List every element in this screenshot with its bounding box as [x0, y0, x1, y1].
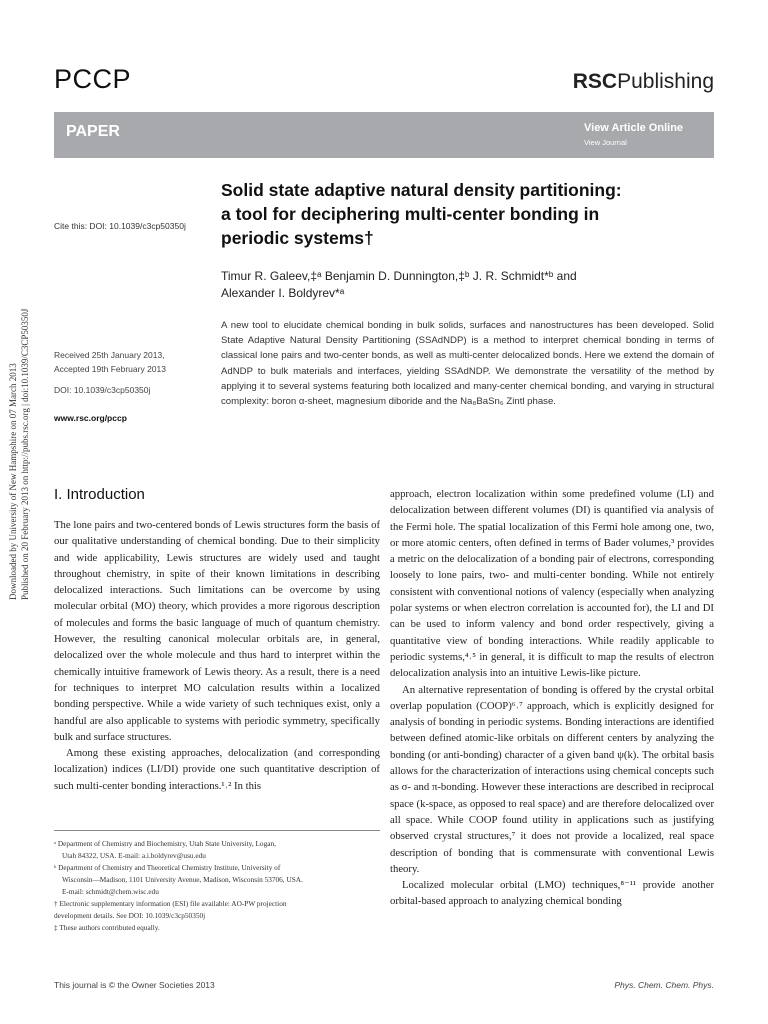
article-title — [221, 178, 701, 250]
footnote-equal-contribution: ‡ These authors contributed equally. — [54, 923, 160, 932]
sidebar-published-line: Published on 20 February 2013 on http://pubs.rsc.org | doi:10.1039/C3CP50350J — [20, 308, 30, 600]
author-list — [221, 268, 701, 302]
body-column-left — [54, 517, 380, 794]
journal-name: PCCP — [54, 64, 132, 94]
footnote-affiliation-b-email: E-mail: schmidt@chem.wisc.edu — [62, 887, 159, 896]
title-line: Solid state adaptive natural density partitioning: — [221, 180, 622, 200]
body-paragraph: Localized molecular orbital (LMO) techniques,⁸⁻¹¹ provide another orbital-based approach to analyzing chemical bonding — [390, 879, 714, 908]
footnote-divider — [54, 830, 380, 831]
view-article-online-link[interactable]: View Article Online — [584, 122, 684, 134]
body-paragraph: Among these existing approaches, delocalization (and corresponding localization) indices (LI/DI) provide one such quantitative description of such multi-center bonding interactions.¹˒² In this — [54, 747, 380, 792]
footnote-esi: † Electronic supplementary information (ESI) file available: AO-PW projection — [54, 899, 287, 908]
download-sidebar — [6, 255, 36, 600]
footnote-affiliation-a-cont: Utah 84322, USA. E-mail: a.i.boldyrev@usu.edu — [62, 851, 206, 860]
title-line: periodic systems† — [221, 228, 374, 248]
received-date: Received 25th January 2013, — [54, 350, 165, 360]
authors-line: Timur R. Galeev,‡ᵃ Benjamin D. Dunnington,‡ᵇ J. R. Schmidt*ᵇ and — [221, 269, 577, 283]
footnote-affiliation-b: ᵇ Department of Chemistry and Theoretical Chemistry Institute, University of — [54, 863, 281, 872]
section-heading: I. Introduction — [54, 486, 145, 503]
publisher-logo — [573, 70, 714, 94]
sidebar-download-line: Downloaded by University of New Hampshire on 07 March 2013 — [8, 363, 18, 600]
article-banner — [54, 112, 714, 158]
cite-this: Cite this: DOI: 10.1039/c3cp50350j — [54, 221, 186, 231]
body-column-right — [390, 486, 714, 910]
publisher-logo-rest: Publishing — [617, 70, 714, 93]
footnote-esi-cont: development details. See DOI: 10.1039/c3cp50350j — [54, 911, 206, 920]
abstract: A new tool to elucidate chemical bonding in bulk solids, surfaces and nanostructures has been developed. Solid State Adaptive Natural Density Partitioning (SSAdNDP) is a method to interpret chemical bonding in terms of classical lone pairs and two-center bonds, as well as multi-center delocalized bonds. Here we extend the domain of AdNDP to bulk materials and interfaces, yielding SSAdNDP. We demonstrate the versatility of the method by applying it to several systems featuring both localized and many-center chemical bonding, and varying in structural complexity: boron α-sheet, magnesium diboride and the Na₈BaSn₆ Zintl phase. — [221, 320, 714, 408]
title-line: a tool for deciphering multi-center bonding in — [221, 204, 600, 224]
body-paragraph: An alternative representation of bonding is offered by the crystal orbital overlap population (COOP)⁶˒⁷ approach, which is explicitly designed for analysis of bonding in periodic systems. Bonding interactions are identified between defined atomic-like orbitals on different centers by analyzing the bonding (or anti-bonding) character of a given band ψ(k). The orbital basis allows for the characterization of interactions using chemical concepts such as σ- and π-bonding. However these interactions are described in reciprocal space (k-space, as opposed to real space) and are therefore delocalized over all space. While COOP found utility in applications such as justifying observed crystal structures,⁷ it does not provide a localized, real space description of bonding that is commensurate with conventional Lewis theory. — [390, 683, 714, 875]
footer-copyright: This journal is © the Owner Societies 2013 — [54, 980, 215, 990]
article-type: PAPER — [66, 123, 120, 140]
accepted-date: Accepted 19th February 2013 — [54, 364, 166, 374]
footnote-affiliation-b-cont: Wisconsin—Madison, 1101 University Avenue, Madison, Wisconsin 53706, USA. — [62, 875, 303, 884]
doi: DOI: 10.1039/c3cp50350j — [54, 385, 151, 395]
body-paragraph: The lone pairs and two-centered bonds of Lewis structures form the basis of our qualitative understanding of chemical bonding. Due to their simplicity and wide applicability, Lewis structures are widely used and taught throughout chemistry, in spite of their known limitations in describing delocalized interactions. Such limitations can be overcome by using molecular orbital (MO) theory, which provides a more rigorous description of molecules and forms the basic language of much of quantum chemistry. However, the resulting canonical molecular orbitals are, in general, delocalized over the whole molecule and thus hard to interpret within the chemically intuitive framework of Lewis theory. As a result, there is a need for techniques to interpret MO calculation results within a localized bonding perspective. While a wide variety of such techniques exist, only a handful are also applicable to systems with periodic symmetry, specifically bulk and surface structures. — [54, 519, 380, 743]
footnotes — [54, 838, 380, 934]
footnote-affiliation-a: ᵃ Department of Chemistry and Biochemistry, Utah State University, Logan, — [54, 839, 276, 848]
journal-website-link[interactable]: www.rsc.org/pccp — [54, 413, 127, 423]
publisher-logo-bold: RSC — [572, 70, 618, 93]
footer-journal: Phys. Chem. Chem. Phys. — [614, 980, 714, 990]
body-paragraph: approach, electron localization within some predefined volume (LI) and delocalization between different volumes (DI) is quantified via analysis of the Fermi hole. The spatial localization of this Fermi hole among one, two, or more atomic centers, often defined in terms of Bader volumes,³ provides a metric on the delocalization of a bonding pair of electrons, corresponding loosely to lone pairs, two- and multi-center bonding. While not entirely consistent with conventional notions of valency (especially when analyzing polar systems or when electron correlation is accounted for), the LI and DI can be used to inform valency and bond order respectively, giving a quantitative view of bonding interactions. While readily applicable to periodic systems,⁴˒⁵ in general, it is difficult to map the results of electron delocalization analysis into an intuitive Lewis-like picture. — [390, 488, 714, 680]
authors-line: Alexander I. Boldyrev*ᵃ — [221, 286, 345, 300]
view-journal-link[interactable]: View Journal — [584, 138, 627, 147]
